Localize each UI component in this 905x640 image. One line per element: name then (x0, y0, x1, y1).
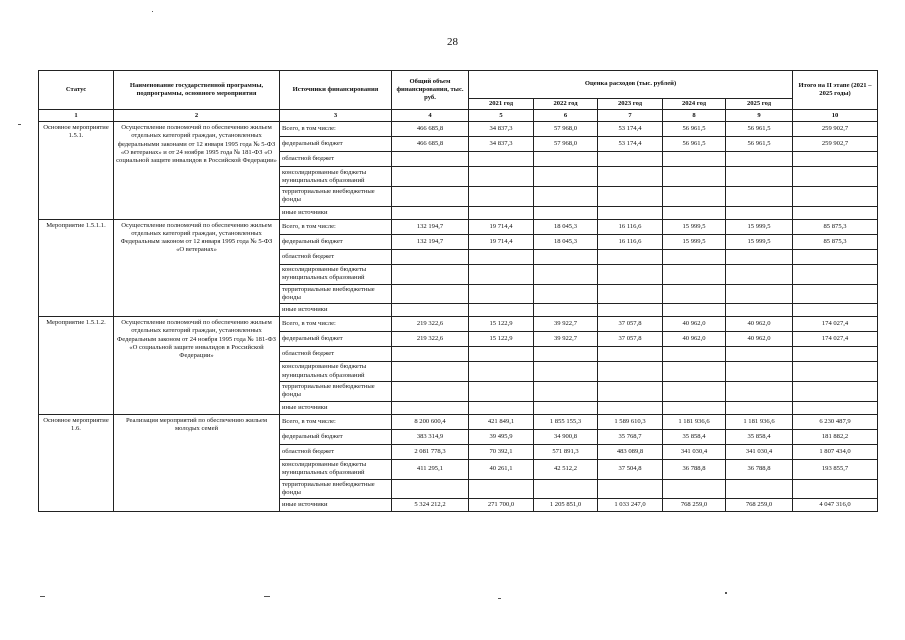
row-funding-source: территориальные внебюджетные фонды (280, 479, 392, 498)
row-value-cell: 16 116,6 (598, 219, 663, 234)
table-row (39, 414, 878, 429)
column-index: 1 (39, 110, 114, 122)
row-value-cell: 70 392,1 (469, 444, 534, 459)
row-funding-source: территориальные внебюджетные фонды (280, 382, 392, 401)
row-value-cell (663, 304, 726, 317)
row-value-cell (469, 347, 534, 362)
column-index: 3 (280, 110, 392, 122)
header-year-2023: 2023 год (598, 99, 663, 110)
row-value-cell: 6 230 487,9 (793, 414, 878, 429)
row-value-cell: 56 961,5 (663, 137, 726, 152)
row-value-cell (793, 304, 878, 317)
row-value-cell: 1 181 936,6 (726, 414, 793, 429)
row-value-cell (392, 187, 469, 206)
row-value-cell (392, 152, 469, 167)
row-value-cell: 1 855 155,3 (534, 414, 598, 429)
row-value-cell (598, 479, 663, 498)
row-value-cell: 219 322,6 (392, 317, 469, 332)
row-value-cell (793, 187, 878, 206)
scan-speck (725, 592, 727, 594)
row-value-cell (392, 401, 469, 414)
row-value-cell (392, 304, 469, 317)
row-funding-source: областной бюджет (280, 152, 392, 167)
row-program-name: Осуществление полномочий по обеспечению жильем отдельных категорий граждан, установленных Федеральным законом от 12 января 1995 года № 5-ФЗ «О ветеранах» (114, 219, 280, 316)
row-value-cell: 18 045,3 (534, 234, 598, 249)
row-value-cell: 174 027,4 (793, 317, 878, 332)
row-value-cell: 40 261,1 (469, 459, 534, 479)
row-funding-source: территориальные внебюджетные фонды (280, 187, 392, 206)
row-value-cell: 35 858,4 (663, 429, 726, 444)
row-value-cell: 1 205 851,0 (534, 499, 598, 512)
row-value-cell (534, 479, 598, 498)
row-value-cell: 4 047 316,0 (793, 499, 878, 512)
row-program-name: Реализация мероприятий по обеспечению жильем молодых семей (114, 414, 280, 511)
row-value-cell: 5 324 212,2 (392, 499, 469, 512)
row-value-cell: 56 961,5 (726, 122, 793, 137)
row-value-cell: 34 837,3 (469, 137, 534, 152)
row-value-cell: 40 962,0 (663, 317, 726, 332)
row-value-cell (663, 347, 726, 362)
row-value-cell (663, 187, 726, 206)
row-value-cell (598, 304, 663, 317)
row-value-cell (726, 362, 793, 382)
row-value-cell: 85 875,3 (793, 219, 878, 234)
row-value-cell (534, 347, 598, 362)
row-value-cell: 768 259,0 (726, 499, 793, 512)
row-value-cell (392, 347, 469, 362)
row-value-cell: 19 714,4 (469, 219, 534, 234)
row-status: Основное мероприятие 1.5.1. (39, 122, 114, 219)
scan-speck (40, 596, 45, 597)
row-value-cell: 16 116,6 (598, 234, 663, 249)
row-value-cell: 36 788,8 (726, 459, 793, 479)
row-value-cell (663, 167, 726, 187)
table-row (39, 122, 878, 137)
row-value-cell (793, 264, 878, 284)
row-value-cell (598, 264, 663, 284)
row-value-cell: 18 045,3 (534, 219, 598, 234)
row-value-cell (726, 401, 793, 414)
row-value-cell (598, 362, 663, 382)
row-value-cell: 1 589 610,3 (598, 414, 663, 429)
row-value-cell: 466 685,8 (392, 137, 469, 152)
row-value-cell: 39 922,7 (534, 317, 598, 332)
row-value-cell (793, 167, 878, 187)
row-value-cell: 181 882,2 (793, 429, 878, 444)
row-value-cell (534, 304, 598, 317)
row-value-cell (392, 382, 469, 401)
row-value-cell (469, 362, 534, 382)
header-year-2022: 2022 год (534, 99, 598, 110)
row-value-cell: 8 200 600,4 (392, 414, 469, 429)
row-value-cell (663, 479, 726, 498)
row-value-cell (392, 362, 469, 382)
row-value-cell (598, 206, 663, 219)
column-index: 5 (469, 110, 534, 122)
row-value-cell: 34 837,3 (469, 122, 534, 137)
row-value-cell: 15 999,5 (726, 219, 793, 234)
scan-speck (498, 598, 501, 599)
row-value-cell: 39 922,7 (534, 332, 598, 347)
row-funding-source: консолидированные бюджеты муниципальных образований (280, 459, 392, 479)
row-value-cell (793, 249, 878, 264)
row-value-cell (392, 249, 469, 264)
row-value-cell (534, 187, 598, 206)
row-value-cell (469, 304, 534, 317)
row-funding-source: иные источники (280, 206, 392, 219)
row-value-cell (726, 304, 793, 317)
row-value-cell: 1 033 247,0 (598, 499, 663, 512)
row-program-name: Осуществление полномочий по обеспечению жильем отдельных категорий граждан, установленных Федеральным законом от 24 ноября 1995 года № 181-ФЗ «О социальной защите инвалидов в Российской Федерации» (114, 317, 280, 414)
scan-speck (264, 596, 270, 597)
row-value-cell (598, 187, 663, 206)
row-value-cell: 174 027,4 (793, 332, 878, 347)
scan-speck (18, 124, 21, 125)
row-value-cell (793, 152, 878, 167)
column-index: 9 (726, 110, 793, 122)
column-index: 10 (793, 110, 878, 122)
row-value-cell: 57 968,0 (534, 137, 598, 152)
row-value-cell: 132 194,7 (392, 234, 469, 249)
row-value-cell (663, 249, 726, 264)
row-value-cell (726, 187, 793, 206)
row-value-cell (726, 152, 793, 167)
row-value-cell (392, 479, 469, 498)
row-funding-source: иные источники (280, 304, 392, 317)
row-value-cell (534, 284, 598, 303)
row-value-cell: 341 030,4 (726, 444, 793, 459)
column-index: 7 (598, 110, 663, 122)
row-value-cell (598, 382, 663, 401)
row-funding-source: федеральный бюджет (280, 332, 392, 347)
row-value-cell (469, 249, 534, 264)
row-value-cell (726, 382, 793, 401)
row-funding-source: федеральный бюджет (280, 137, 392, 152)
row-funding-source: областной бюджет (280, 347, 392, 362)
row-value-cell (392, 264, 469, 284)
header-year-2024: 2024 год (663, 99, 726, 110)
row-value-cell (469, 167, 534, 187)
row-funding-source: территориальные внебюджетные фонды (280, 284, 392, 303)
row-value-cell (726, 347, 793, 362)
column-index: 6 (534, 110, 598, 122)
row-value-cell (726, 206, 793, 219)
row-value-cell (793, 284, 878, 303)
row-value-cell (793, 206, 878, 219)
header-year-2025: 2025 год (726, 99, 793, 110)
row-value-cell: 259 902,7 (793, 122, 878, 137)
header-year-2021: 2021 год (469, 99, 534, 110)
row-status: Мероприятие 1.5.1.1. (39, 219, 114, 316)
row-value-cell (469, 479, 534, 498)
row-funding-source: Всего, в том числе: (280, 219, 392, 234)
row-value-cell (663, 362, 726, 382)
row-funding-source: федеральный бюджет (280, 234, 392, 249)
row-value-cell (392, 206, 469, 219)
row-value-cell: 34 900,8 (534, 429, 598, 444)
row-value-cell: 1 807 434,0 (793, 444, 878, 459)
row-value-cell (726, 479, 793, 498)
header-status: Статус (39, 71, 114, 110)
row-value-cell (663, 152, 726, 167)
row-value-cell: 483 089,8 (598, 444, 663, 459)
header-program: Наименование государственной программы, подпрограммы, основного мероприятия (114, 71, 280, 110)
row-value-cell: 132 194,7 (392, 219, 469, 234)
row-value-cell (469, 187, 534, 206)
row-value-cell: 383 314,9 (392, 429, 469, 444)
row-funding-source: иные источники (280, 401, 392, 414)
row-value-cell (663, 382, 726, 401)
row-value-cell: 57 968,0 (534, 122, 598, 137)
row-value-cell (793, 382, 878, 401)
row-value-cell (793, 347, 878, 362)
row-value-cell: 37 057,8 (598, 332, 663, 347)
row-value-cell (598, 152, 663, 167)
row-value-cell: 42 512,2 (534, 459, 598, 479)
row-funding-source: федеральный бюджет (280, 429, 392, 444)
row-value-cell (534, 382, 598, 401)
row-value-cell: 35 768,7 (598, 429, 663, 444)
row-funding-source: консолидированные бюджеты муниципальных образований (280, 362, 392, 382)
row-value-cell: 37 057,8 (598, 317, 663, 332)
row-value-cell (663, 206, 726, 219)
row-value-cell (726, 264, 793, 284)
row-value-cell: 53 174,4 (598, 137, 663, 152)
row-value-cell: 15 122,9 (469, 332, 534, 347)
row-value-cell: 15 999,5 (726, 234, 793, 249)
row-value-cell: 56 961,5 (726, 137, 793, 152)
row-value-cell: 53 174,4 (598, 122, 663, 137)
row-value-cell (534, 362, 598, 382)
column-index-row (39, 110, 878, 122)
row-value-cell (793, 401, 878, 414)
row-value-cell: 411 295,1 (392, 459, 469, 479)
row-value-cell (534, 206, 598, 219)
row-value-cell: 85 875,3 (793, 234, 878, 249)
row-value-cell: 2 081 778,3 (392, 444, 469, 459)
row-value-cell: 15 999,5 (663, 234, 726, 249)
row-value-cell: 40 962,0 (726, 332, 793, 347)
row-value-cell (469, 206, 534, 219)
row-value-cell (598, 167, 663, 187)
row-value-cell (598, 284, 663, 303)
header-itogo: Итого на II этапе (2021 – 2025 годы) (793, 71, 878, 110)
row-value-cell (392, 284, 469, 303)
row-value-cell (726, 167, 793, 187)
row-value-cell: 36 788,8 (663, 459, 726, 479)
row-value-cell: 219 322,6 (392, 332, 469, 347)
table-body (39, 122, 878, 512)
row-value-cell: 35 858,4 (726, 429, 793, 444)
row-value-cell: 56 961,5 (663, 122, 726, 137)
row-value-cell (793, 362, 878, 382)
row-value-cell: 15 999,5 (663, 219, 726, 234)
row-value-cell (534, 152, 598, 167)
column-index: 4 (392, 110, 469, 122)
row-value-cell: 19 714,4 (469, 234, 534, 249)
row-value-cell (534, 264, 598, 284)
row-funding-source: Всего, в том числе: (280, 414, 392, 429)
row-value-cell (726, 284, 793, 303)
row-value-cell: 40 962,0 (663, 332, 726, 347)
row-value-cell (663, 264, 726, 284)
row-value-cell (469, 264, 534, 284)
row-funding-source: консолидированные бюджеты муниципальных образований (280, 264, 392, 284)
row-value-cell: 768 259,0 (663, 499, 726, 512)
row-value-cell (469, 284, 534, 303)
page-number: 28 (447, 36, 458, 48)
row-value-cell (469, 152, 534, 167)
column-index: 8 (663, 110, 726, 122)
header-total: Общий объем финансирования, тыс. руб. (392, 71, 469, 110)
row-value-cell: 193 855,7 (793, 459, 878, 479)
row-funding-source: консолидированные бюджеты муниципальных образований (280, 167, 392, 187)
row-value-cell (793, 479, 878, 498)
row-value-cell (392, 167, 469, 187)
row-value-cell: 466 685,8 (392, 122, 469, 137)
row-value-cell: 39 495,9 (469, 429, 534, 444)
table-row (39, 317, 878, 332)
row-value-cell: 40 962,0 (726, 317, 793, 332)
row-value-cell (598, 401, 663, 414)
header-estimate: Оценка расходов (тыс. рублей) (469, 71, 793, 99)
row-value-cell: 15 122,9 (469, 317, 534, 332)
row-value-cell: 37 504,8 (598, 459, 663, 479)
header-source: Источники финансирования (280, 71, 392, 110)
row-program-name: Осуществление полномочий по обеспечению жильем отдельных категорий граждан, установленных федеральными законами от 12 января 1995 года № 5-ФЗ «О ветеранах» и от 24 ноября 1995 года № 181-ФЗ «О социальной защите инвалидов в Российской Федерации» (114, 122, 280, 219)
row-funding-source: областной бюджет (280, 444, 392, 459)
row-value-cell: 571 891,3 (534, 444, 598, 459)
row-value-cell: 341 030,4 (663, 444, 726, 459)
row-value-cell: 421 849,1 (469, 414, 534, 429)
row-value-cell (534, 167, 598, 187)
row-value-cell (598, 347, 663, 362)
row-funding-source: Всего, в том числе: (280, 317, 392, 332)
row-value-cell (726, 249, 793, 264)
row-value-cell (534, 249, 598, 264)
table-row (39, 219, 878, 234)
row-value-cell: 1 181 936,6 (663, 414, 726, 429)
row-value-cell (469, 401, 534, 414)
row-value-cell: 259 902,7 (793, 137, 878, 152)
row-value-cell (598, 249, 663, 264)
row-status: Мероприятие 1.5.1.2. (39, 317, 114, 414)
scan-speck (152, 11, 153, 12)
row-value-cell: 271 700,0 (469, 499, 534, 512)
row-value-cell (469, 382, 534, 401)
row-value-cell (663, 284, 726, 303)
row-status: Основное мероприятие 1.6. (39, 414, 114, 511)
budget-table (38, 70, 878, 512)
row-funding-source: областной бюджет (280, 249, 392, 264)
row-value-cell (534, 401, 598, 414)
column-index: 2 (114, 110, 280, 122)
row-value-cell (663, 401, 726, 414)
row-funding-source: иные источники (280, 499, 392, 512)
row-funding-source: Всего, в том числе: (280, 122, 392, 137)
